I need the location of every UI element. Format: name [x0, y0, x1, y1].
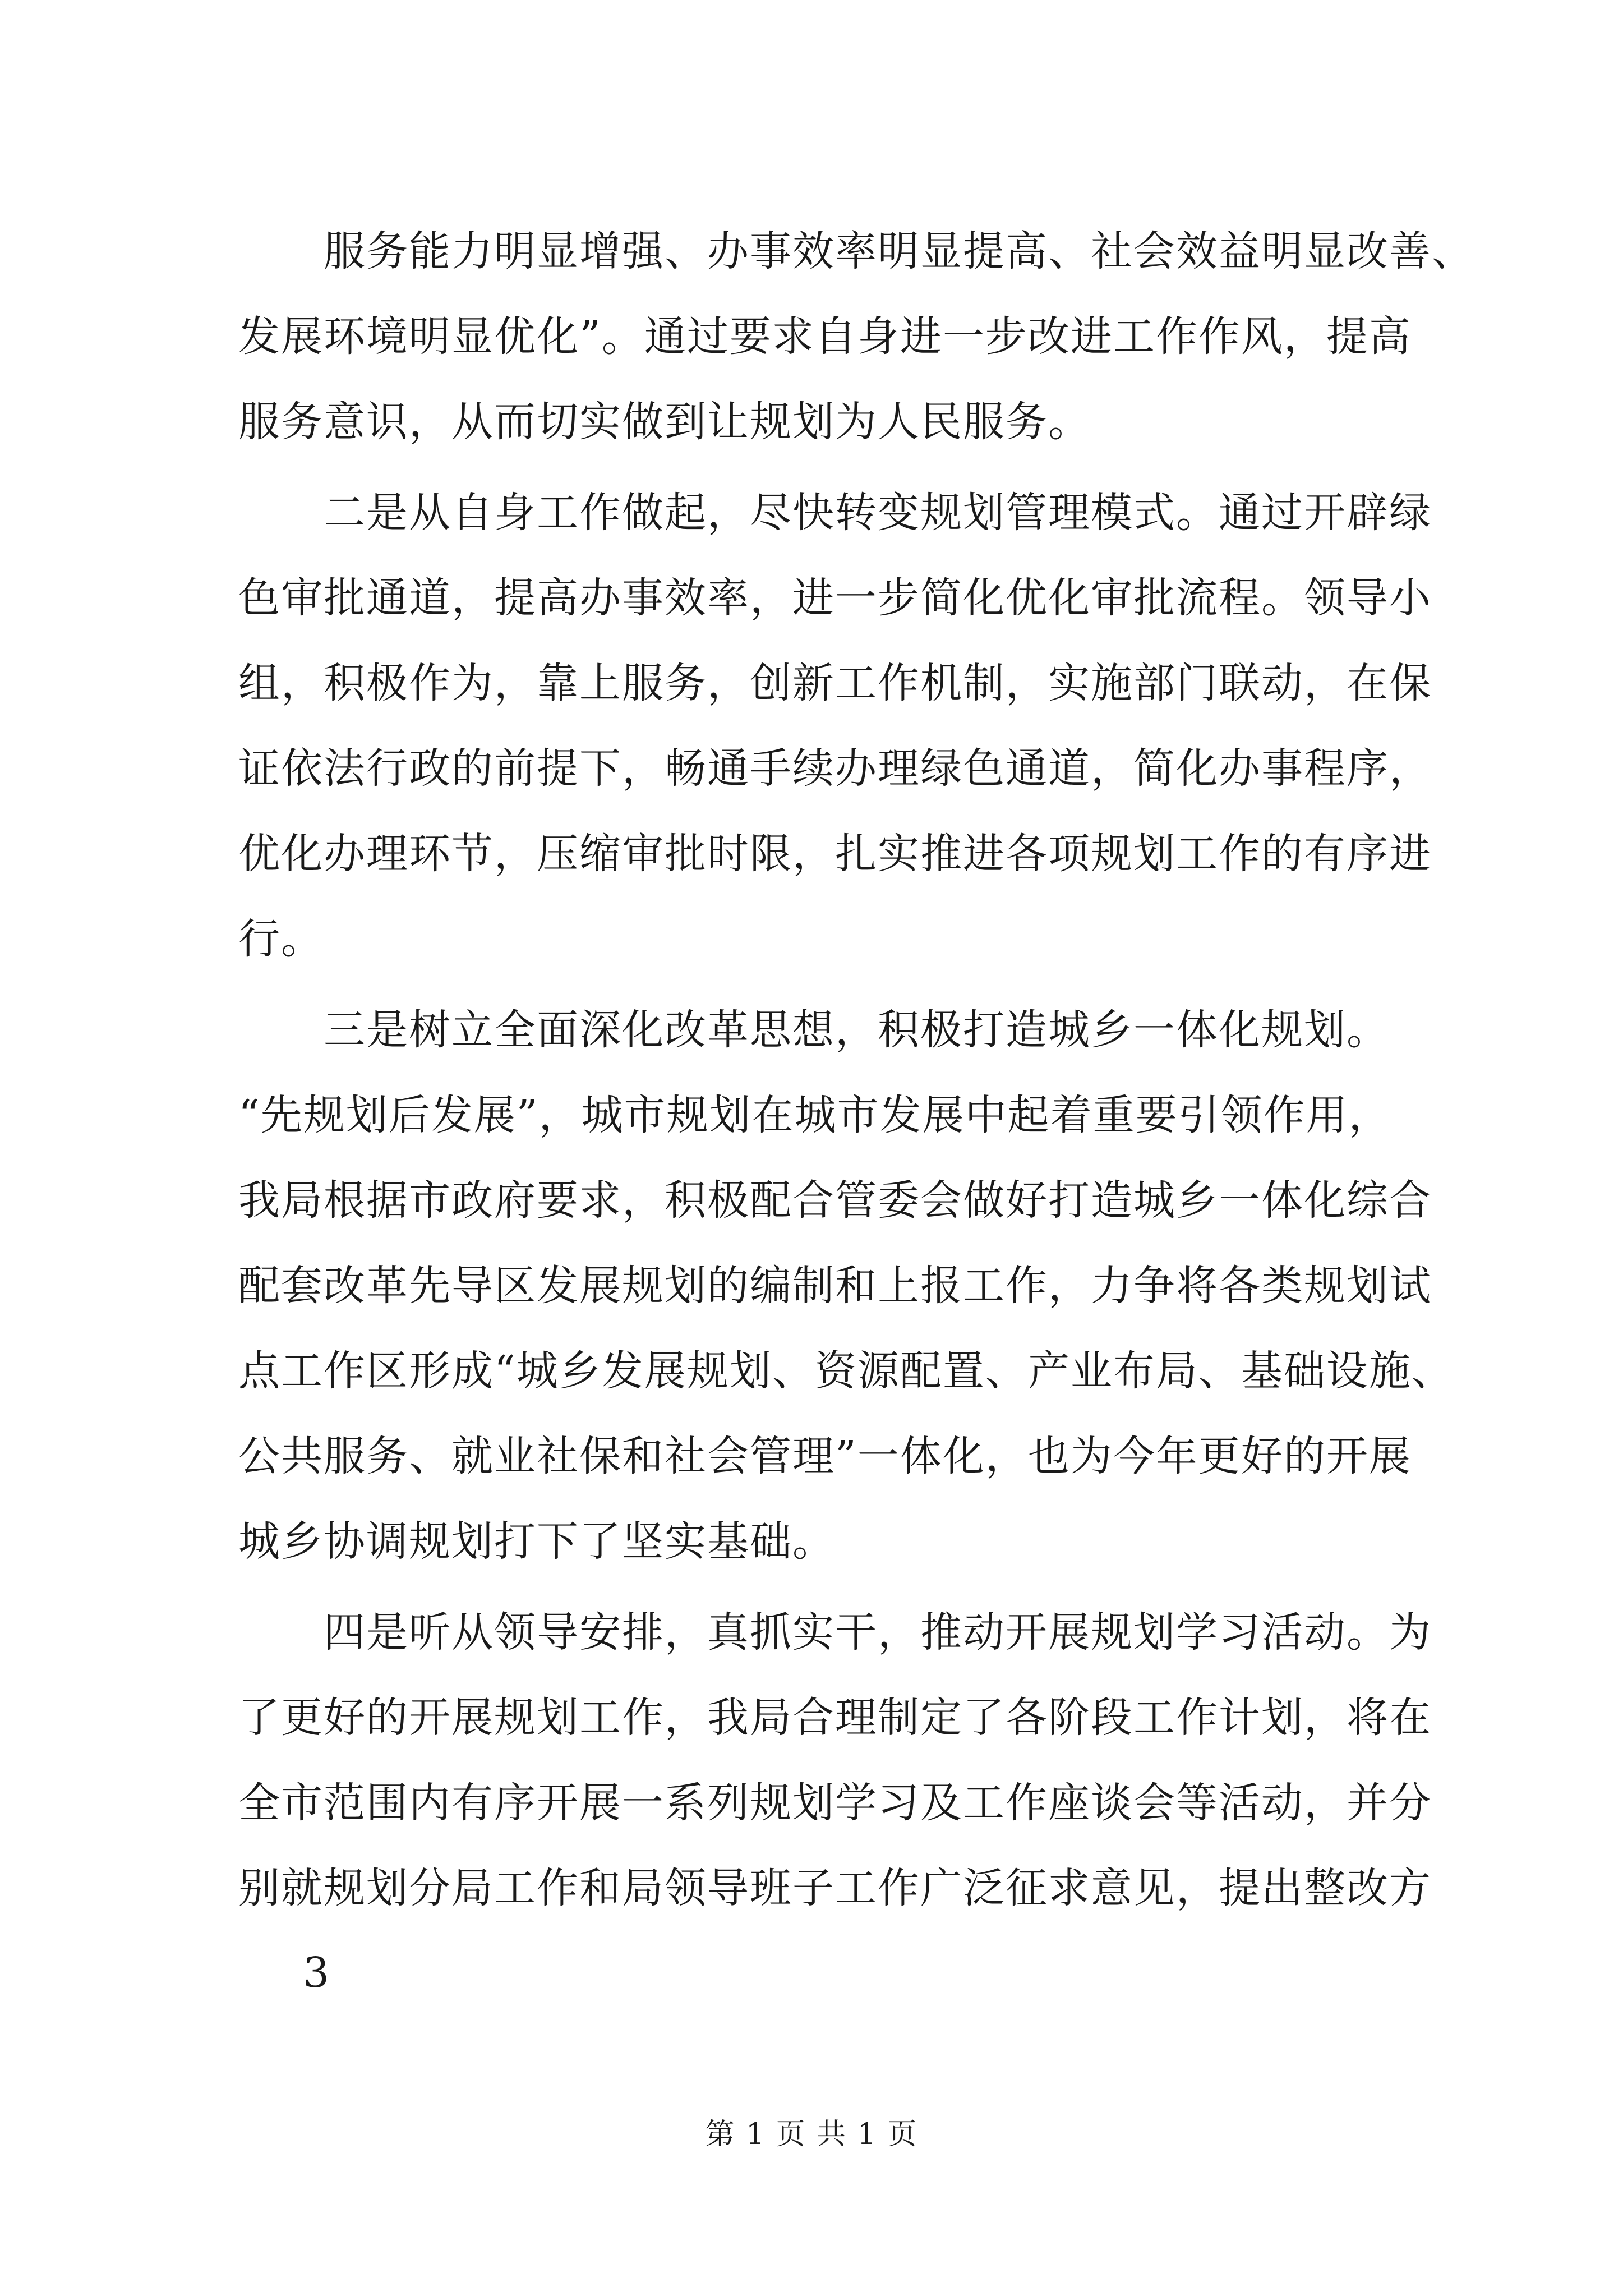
document-body — [238, 209, 1474, 1931]
text-line: 点工作区形成“城乡发展规划、资源配置、产业布局、基础设施、 — [238, 1347, 1454, 1395]
text-line: 城乡协调规划打下了坚实基础。 — [238, 1517, 835, 1566]
paragraph-gap — [238, 982, 1422, 987]
text-line: 二是从自身工作做起，尽快转变规划管理模式。通过开辟绿 — [238, 489, 1432, 537]
text-line: 色审批通道，提高办事效率，进一步简化优化审批流程。领导小 — [238, 574, 1432, 622]
text-line: 服务意识，从而切实做到让规划为人民服务。 — [238, 398, 1091, 446]
paragraph-gap — [238, 1584, 1422, 1590]
text-line: 别就规划分局工作和局领导班子工作广泛征求意见，提出整改方 — [238, 1864, 1432, 1912]
text-line: 行。 — [238, 915, 324, 963]
text-line: 服务能力明显增强、办事效率明显提高、社会效益明显改善、 — [238, 227, 1474, 275]
text-line: 四是听从领导安排，真抓实干，推动开展规划学习活动。为 — [238, 1608, 1432, 1657]
text-line: 证依法行政的前提下，畅通手续办理绿色通道，简化办事程序， — [238, 744, 1432, 793]
page-footer: 第 1 页 共 1 页 — [705, 2118, 918, 2151]
text-line: 优化办理环节，压缩审批时限，扎实推进各项规划工作的有序进 — [238, 830, 1432, 878]
text-line: 了更好的开展规划工作，我局合理制定了各阶段工作计划，将在 — [238, 1694, 1432, 1742]
text-line: 配套改革先导区发展规划的编制和上报工作，力争将各类规划试 — [238, 1262, 1432, 1310]
text-line: 公共服务、就业社保和社会管理”一体化，也为今年更好的开展 — [238, 1432, 1412, 1480]
text-line: 三是树立全面深化改革思想，积极打造城乡一体化规划。 — [238, 1006, 1389, 1054]
text-line: 我局根据市政府要求，积极配合管委会做好打造城乡一体化综合 — [238, 1176, 1432, 1225]
text-line: 全市范围内有序开展一系列规划学习及工作座谈会等活动，并分 — [238, 1779, 1432, 1827]
text-line: “先规划后发展”，城市规划在城市发展中起着重要引领作用， — [238, 1091, 1391, 1139]
paragraph-gap — [238, 464, 1422, 470]
text-line: 发展环境明显优化”。通过要求自身进一步改进工作作风，提高 — [238, 312, 1412, 361]
text-line: 组，积极作为，靠上服务，创新工作机制，实施部门联动，在保 — [238, 659, 1432, 707]
page-number: 3 — [303, 1949, 330, 1997]
